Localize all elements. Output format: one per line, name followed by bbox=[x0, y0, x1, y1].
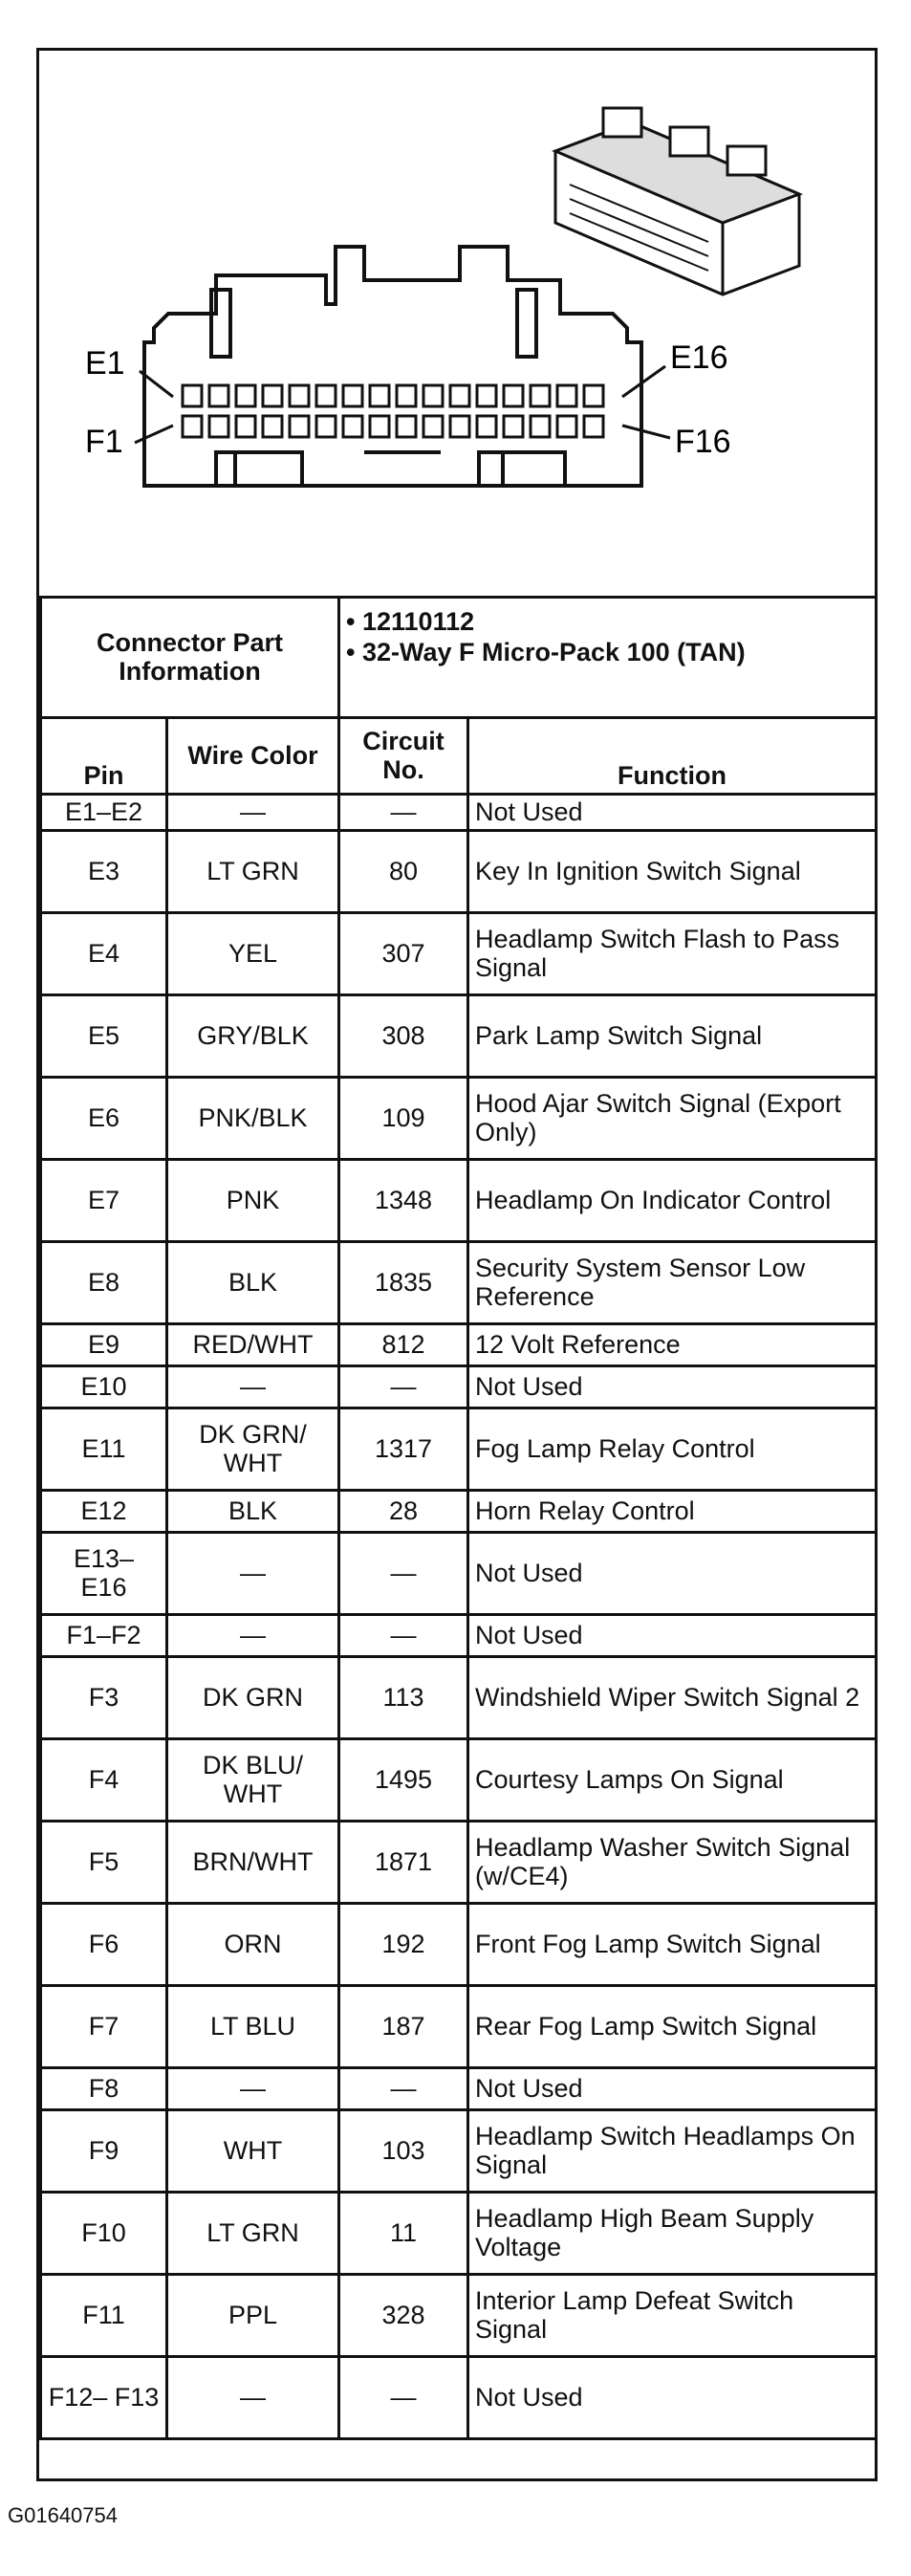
wire-color-cell: BLK bbox=[167, 1242, 339, 1324]
table-row bbox=[41, 1324, 877, 1366]
pin-cell: F12– F13 bbox=[41, 2357, 167, 2439]
function-cell: Headlamp High Beam Supply Voltage bbox=[468, 2193, 877, 2275]
function-cell: Park Lamp Switch Signal bbox=[468, 995, 877, 1078]
pin-cavity bbox=[504, 416, 523, 437]
header-wire-color: Wire Color bbox=[167, 718, 339, 795]
pin-cavity bbox=[290, 385, 309, 406]
pin-cavity bbox=[531, 416, 550, 437]
label-e16: E16 bbox=[670, 339, 728, 376]
wire-color-cell: ORN bbox=[167, 1904, 339, 1986]
pin-cell: E4 bbox=[41, 913, 167, 995]
function-cell: Not Used bbox=[468, 1366, 877, 1408]
header-circuit-no: Circuit No. bbox=[339, 718, 468, 795]
table-row bbox=[41, 2275, 877, 2357]
pin-cell: E6 bbox=[41, 1078, 167, 1160]
pin-cell: F1–F2 bbox=[41, 1615, 167, 1657]
pin-cell: E9 bbox=[41, 1324, 167, 1366]
circuit-cell: — bbox=[339, 1366, 468, 1408]
function-cell: Headlamp Switch Flash to Pass Signal bbox=[468, 913, 877, 995]
function-cell: Not Used bbox=[468, 1533, 877, 1615]
wire-color-cell: — bbox=[167, 1366, 339, 1408]
header-function: Function bbox=[468, 718, 877, 795]
header-pin: Pin bbox=[41, 718, 167, 795]
function-cell: Front Fog Lamp Switch Signal bbox=[468, 1904, 877, 1986]
pinout-table bbox=[39, 596, 878, 2440]
pin-cavity bbox=[343, 416, 362, 437]
pin-cell: E5 bbox=[41, 995, 167, 1078]
wire-color-cell: DK BLU/ WHT bbox=[167, 1739, 339, 1822]
pin-cell: E1–E2 bbox=[41, 795, 167, 831]
circuit-cell: — bbox=[339, 2357, 468, 2439]
circuit-cell: 1348 bbox=[339, 1160, 468, 1242]
pin-cavity bbox=[290, 416, 309, 437]
table-row bbox=[41, 2193, 877, 2275]
wire-color-cell: — bbox=[167, 2068, 339, 2110]
pin-cell: F4 bbox=[41, 1739, 167, 1822]
pin-cavity bbox=[584, 385, 603, 406]
wire-color-cell: DK GRN bbox=[167, 1657, 339, 1739]
pin-cavity bbox=[263, 385, 282, 406]
circuit-cell: 307 bbox=[339, 913, 468, 995]
pin-cavity bbox=[236, 385, 255, 406]
wire-color-cell: PNK bbox=[167, 1160, 339, 1242]
circuit-cell: 1871 bbox=[339, 1822, 468, 1904]
circuit-cell: 103 bbox=[339, 2110, 468, 2193]
pin-cavity bbox=[477, 385, 496, 406]
connector-type-bullet: • 32-Way F Micro-Pack 100 (TAN) bbox=[346, 637, 746, 666]
pin-cell: E10 bbox=[41, 1366, 167, 1408]
wire-color-cell: PNK/BLK bbox=[167, 1078, 339, 1160]
table-row bbox=[41, 795, 877, 831]
wire-color-cell: — bbox=[167, 795, 339, 831]
pin-cell: E3 bbox=[41, 831, 167, 913]
function-cell: Fog Lamp Relay Control bbox=[468, 1408, 877, 1491]
function-cell: Windshield Wiper Switch Signal 2 bbox=[468, 1657, 877, 1739]
function-cell: Headlamp Switch Headlamps On Signal bbox=[468, 2110, 877, 2193]
table-row bbox=[41, 2110, 877, 2193]
wire-color-cell: — bbox=[167, 1533, 339, 1615]
function-cell: Hood Ajar Switch Signal (Export Only) bbox=[468, 1078, 877, 1160]
connector-part-info-values bbox=[339, 598, 877, 718]
pin-cell: E11 bbox=[41, 1408, 167, 1491]
pin-cell: E7 bbox=[41, 1160, 167, 1242]
pin-cavity bbox=[316, 416, 336, 437]
pin-cavity bbox=[183, 385, 202, 406]
pin-cell: F6 bbox=[41, 1904, 167, 1986]
table-row bbox=[41, 1657, 877, 1739]
table-row bbox=[41, 1366, 877, 1408]
wire-color-cell: — bbox=[167, 1615, 339, 1657]
pin-cavity bbox=[183, 416, 202, 437]
connector-face-drawing bbox=[39, 51, 875, 596]
pin-cell: F8 bbox=[41, 2068, 167, 2110]
wire-color-cell: LT GRN bbox=[167, 831, 339, 913]
header-row bbox=[41, 718, 877, 795]
pin-cavity bbox=[584, 416, 603, 437]
pin-cell: E12 bbox=[41, 1491, 167, 1533]
connector-face bbox=[144, 247, 641, 486]
function-cell: Not Used bbox=[468, 2357, 877, 2439]
table-row bbox=[41, 995, 877, 1078]
table-row bbox=[41, 2357, 877, 2439]
circuit-cell: 28 bbox=[339, 1491, 468, 1533]
pin-cell: F9 bbox=[41, 2110, 167, 2193]
wire-color-cell: WHT bbox=[167, 2110, 339, 2193]
table-row bbox=[41, 2068, 877, 2110]
pin-cell: F11 bbox=[41, 2275, 167, 2357]
connector-3d-view bbox=[555, 108, 799, 295]
circuit-cell: — bbox=[339, 1615, 468, 1657]
circuit-cell: 113 bbox=[339, 1657, 468, 1739]
function-cell: Headlamp On Indicator Control bbox=[468, 1160, 877, 1242]
table-row bbox=[41, 1160, 877, 1242]
function-cell: Horn Relay Control bbox=[468, 1491, 877, 1533]
table-row bbox=[41, 1822, 877, 1904]
table-row bbox=[41, 1904, 877, 1986]
function-cell: Security System Sensor Low Reference bbox=[468, 1242, 877, 1324]
wire-color-cell: LT BLU bbox=[167, 1986, 339, 2068]
wire-color-cell: GRY/BLK bbox=[167, 995, 339, 1078]
wire-color-cell: — bbox=[167, 2357, 339, 2439]
circuit-cell: 187 bbox=[339, 1986, 468, 2068]
wire-color-cell: BLK bbox=[167, 1491, 339, 1533]
pin-cavity bbox=[423, 416, 443, 437]
circuit-cell: 1317 bbox=[339, 1408, 468, 1491]
table-row bbox=[41, 1242, 877, 1324]
wire-color-cell: RED/WHT bbox=[167, 1324, 339, 1366]
table-row bbox=[41, 831, 877, 913]
function-cell: Not Used bbox=[468, 795, 877, 831]
table-row bbox=[41, 1533, 877, 1615]
table-row bbox=[41, 913, 877, 995]
pin-cavity bbox=[370, 416, 389, 437]
circuit-cell: 1495 bbox=[339, 1739, 468, 1822]
function-cell: Not Used bbox=[468, 2068, 877, 2110]
wire-color-cell: DK GRN/ WHT bbox=[167, 1408, 339, 1491]
table-row bbox=[41, 1739, 877, 1822]
pin-cavity bbox=[450, 416, 469, 437]
circuit-cell: 1835 bbox=[339, 1242, 468, 1324]
function-cell: Key In Ignition Switch Signal bbox=[468, 831, 877, 913]
table-row bbox=[41, 1615, 877, 1657]
pin-cell: F5 bbox=[41, 1822, 167, 1904]
pin-cavity bbox=[209, 385, 228, 406]
pin-cavity bbox=[370, 385, 389, 406]
wire-color-cell: LT GRN bbox=[167, 2193, 339, 2275]
function-cell: 12 Volt Reference bbox=[468, 1324, 877, 1366]
circuit-cell: — bbox=[339, 2068, 468, 2110]
pin-cell: E13– E16 bbox=[41, 1533, 167, 1615]
pin-cell: F7 bbox=[41, 1986, 167, 2068]
connector-diagram bbox=[39, 51, 875, 596]
function-cell: Rear Fog Lamp Switch Signal bbox=[468, 1986, 877, 2068]
table-row bbox=[41, 1491, 877, 1533]
pin-cavity bbox=[397, 416, 416, 437]
label-f16: F16 bbox=[675, 424, 731, 460]
table-row bbox=[41, 1408, 877, 1491]
wire-color-cell: PPL bbox=[167, 2275, 339, 2357]
wire-color-cell: YEL bbox=[167, 913, 339, 995]
pin-cell: E8 bbox=[41, 1242, 167, 1324]
function-cell: Courtesy Lamps On Signal bbox=[468, 1739, 877, 1822]
circuit-cell: — bbox=[339, 1533, 468, 1615]
pin-cavity bbox=[477, 416, 496, 437]
pin-cavities bbox=[183, 385, 603, 437]
pin-cavity bbox=[531, 385, 550, 406]
pin-cavity bbox=[450, 385, 469, 406]
function-cell: Interior Lamp Defeat Switch Signal bbox=[468, 2275, 877, 2357]
table-row bbox=[41, 1078, 877, 1160]
circuit-cell: 328 bbox=[339, 2275, 468, 2357]
pin-cavity bbox=[236, 416, 255, 437]
label-e1: E1 bbox=[85, 345, 125, 382]
figure-code: G01640754 bbox=[8, 2503, 118, 2527]
pin-cavity bbox=[263, 416, 282, 437]
pin-cavity bbox=[343, 385, 362, 406]
pin-cavity bbox=[504, 385, 523, 406]
connector-document bbox=[36, 48, 878, 2481]
part-number-bullet: • 12110112 bbox=[346, 607, 475, 636]
circuit-cell: 80 bbox=[339, 831, 468, 913]
pin-cavity bbox=[557, 416, 576, 437]
pin-cavity bbox=[557, 385, 576, 406]
circuit-cell: 109 bbox=[339, 1078, 468, 1160]
circuit-cell: 11 bbox=[339, 2193, 468, 2275]
table-row bbox=[41, 1986, 877, 2068]
pin-cavity bbox=[209, 416, 228, 437]
pin-cavity bbox=[423, 385, 443, 406]
pin-cavity bbox=[397, 385, 416, 406]
connector-info-row bbox=[41, 598, 877, 718]
pin-cell: F10 bbox=[41, 2193, 167, 2275]
connector-part-info-label: Connector Part Information bbox=[41, 598, 339, 718]
wire-color-cell: BRN/WHT bbox=[167, 1822, 339, 1904]
circuit-cell: 192 bbox=[339, 1904, 468, 1986]
label-f1: F1 bbox=[85, 424, 123, 460]
pin-cavity bbox=[316, 385, 336, 406]
function-cell: Headlamp Washer Switch Signal (w/CE4) bbox=[468, 1822, 877, 1904]
circuit-cell: 812 bbox=[339, 1324, 468, 1366]
circuit-cell: — bbox=[339, 795, 468, 831]
pin-cell: F3 bbox=[41, 1657, 167, 1739]
circuit-cell: 308 bbox=[339, 995, 468, 1078]
function-cell: Not Used bbox=[468, 1615, 877, 1657]
